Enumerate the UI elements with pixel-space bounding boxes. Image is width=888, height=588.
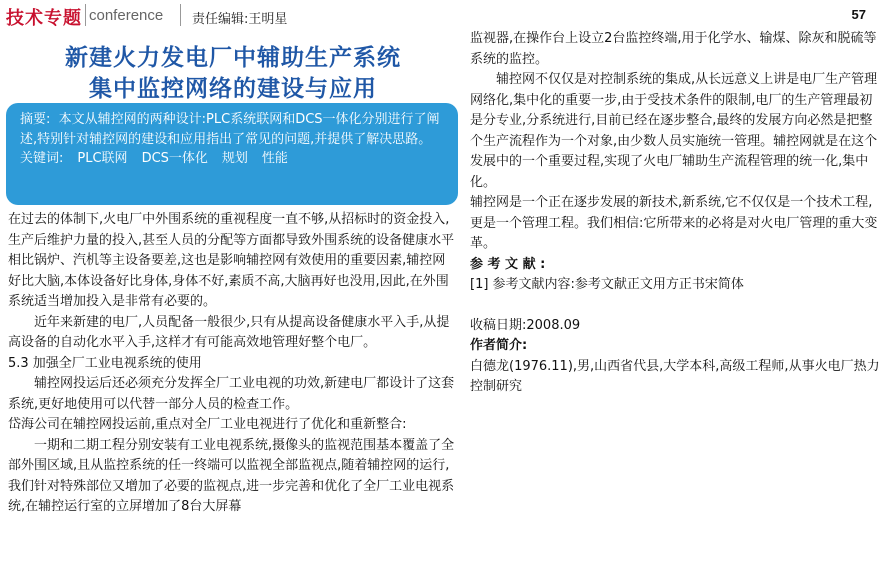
references-heading: 参 考 文 献 : (470, 256, 546, 272)
paragraph: 近年来新建的电厂,人员配备一般很少,只有从提高设备健康水平入手,从提高设备的自动化水平入手,这样才有可能高效地管理好整个电厂。 (8, 314, 450, 350)
abstract-text: 本文从辅控网的两种设计:PLC系统联网和DCS一体化分别进行了阐述,特别针对辅控网的建设和应用指出了常见的问题,并提供了解决思路。 (20, 112, 440, 147)
abstract-label: 摘要: (20, 112, 51, 127)
received-date: 收稿日期:2008.09 (470, 317, 581, 333)
page-number: 57 (851, 7, 866, 22)
section-heading: 5.3 加强全厂工业电视系统的使用 (8, 355, 202, 371)
left-column (8, 210, 455, 518)
keyword: PLC联网 (77, 151, 128, 166)
header-divider (180, 4, 181, 26)
paragraph: 辅控网是一个正在逐步发展的新技术,新系统,它不仅仅是一个技术工程,更是一个管理工程。我们相信:它所带来的必将是对火电厂管理的重大变革。 (470, 195, 878, 251)
keyword: 规划 (221, 151, 248, 166)
abstract-box (6, 103, 458, 205)
responsible-editor: 责任编辑:王明星 (192, 12, 288, 27)
author-bio: 白德龙(1976.11),男,山西省代县,大学本科,高级工程师,从事火电厂热力控制研究 (470, 358, 880, 394)
paragraph: 辅控网不仅仅是对控制系统的集成,从长远意义上讲是电厂生产管理网络化,集中化的重要一步,由于受技术条件的限制,电厂的生产管理最初是分专业,分系统进行,目前已经在逐步整合,最终的发展方向必然是把整个生产流程作为一个对象,由少数人员实施统一管理。辅控网就是在这个发展中的一个重要过程,实现了火电厂辅助生产流程管理的统一化,集中化。 (470, 72, 878, 190)
paragraph: 一期和二期工程分别安装有工业电视系统,摄像头的监视范围基本覆盖了全部外围区域,且从监控系统的任一终端可以监视全部监视点,随着辅控网的运行,我们针对特殊部位又增加了必要的监视点,进一步完善和优化了全厂工业电视系统,在辅控运行室的立屏增加了8台大屏幕 (8, 437, 455, 514)
keywords-label: 关键词: (20, 151, 64, 166)
article-title-line-2: 集中监控网络的建设与应用 (89, 76, 377, 102)
paragraph: 岱海公司在辅控网投运前,重点对全厂工业电视进行了优化和重新整合: (8, 417, 407, 432)
abstract (20, 110, 448, 149)
spacer (470, 296, 880, 316)
author-heading: 作者简介: (470, 338, 528, 353)
paragraph: 在过去的体制下,火电厂中外围系统的重视程度一直不够,从招标时的资金投入,生产后维护力量的投入,甚至人员的分配等方面都导致外围系统的设备健康水平相比锅炉、汽机等主设备要差,这也是影响辅控网有效使用的重要因素,辅控网好比大脑,本体设备好比身体,身体不好,素质不高,大脑再好也没用,因此,在外围系统适当增加投入是非常有必要的。 (8, 212, 455, 309)
keyword: DCS一体化 (141, 151, 208, 166)
section-brand-english: conference (89, 7, 164, 24)
article-title-line-1: 新建火力发电厂中辅助生产系统 (65, 45, 401, 71)
paragraph: 辅控网投运后还必须充分发挥全厂工业电视的功效,新建电厂都设计了这套系统,更好地使用可以代替一部分人员的检查工作。 (8, 376, 455, 412)
keywords (20, 149, 448, 169)
paragraph: 监视器,在操作台上设立2台监控终端,用于化学水、输煤、除灰和脱硫等系统的监控。 (470, 31, 877, 67)
right-column (470, 29, 880, 398)
keyword: 性能 (261, 151, 288, 166)
page-header (0, 0, 888, 30)
header-divider (85, 4, 86, 26)
reference-item: [1] 参考文献内容:参考文献正文用方正书宋简体 (470, 277, 744, 292)
section-brand: 技术专题 (6, 8, 82, 29)
